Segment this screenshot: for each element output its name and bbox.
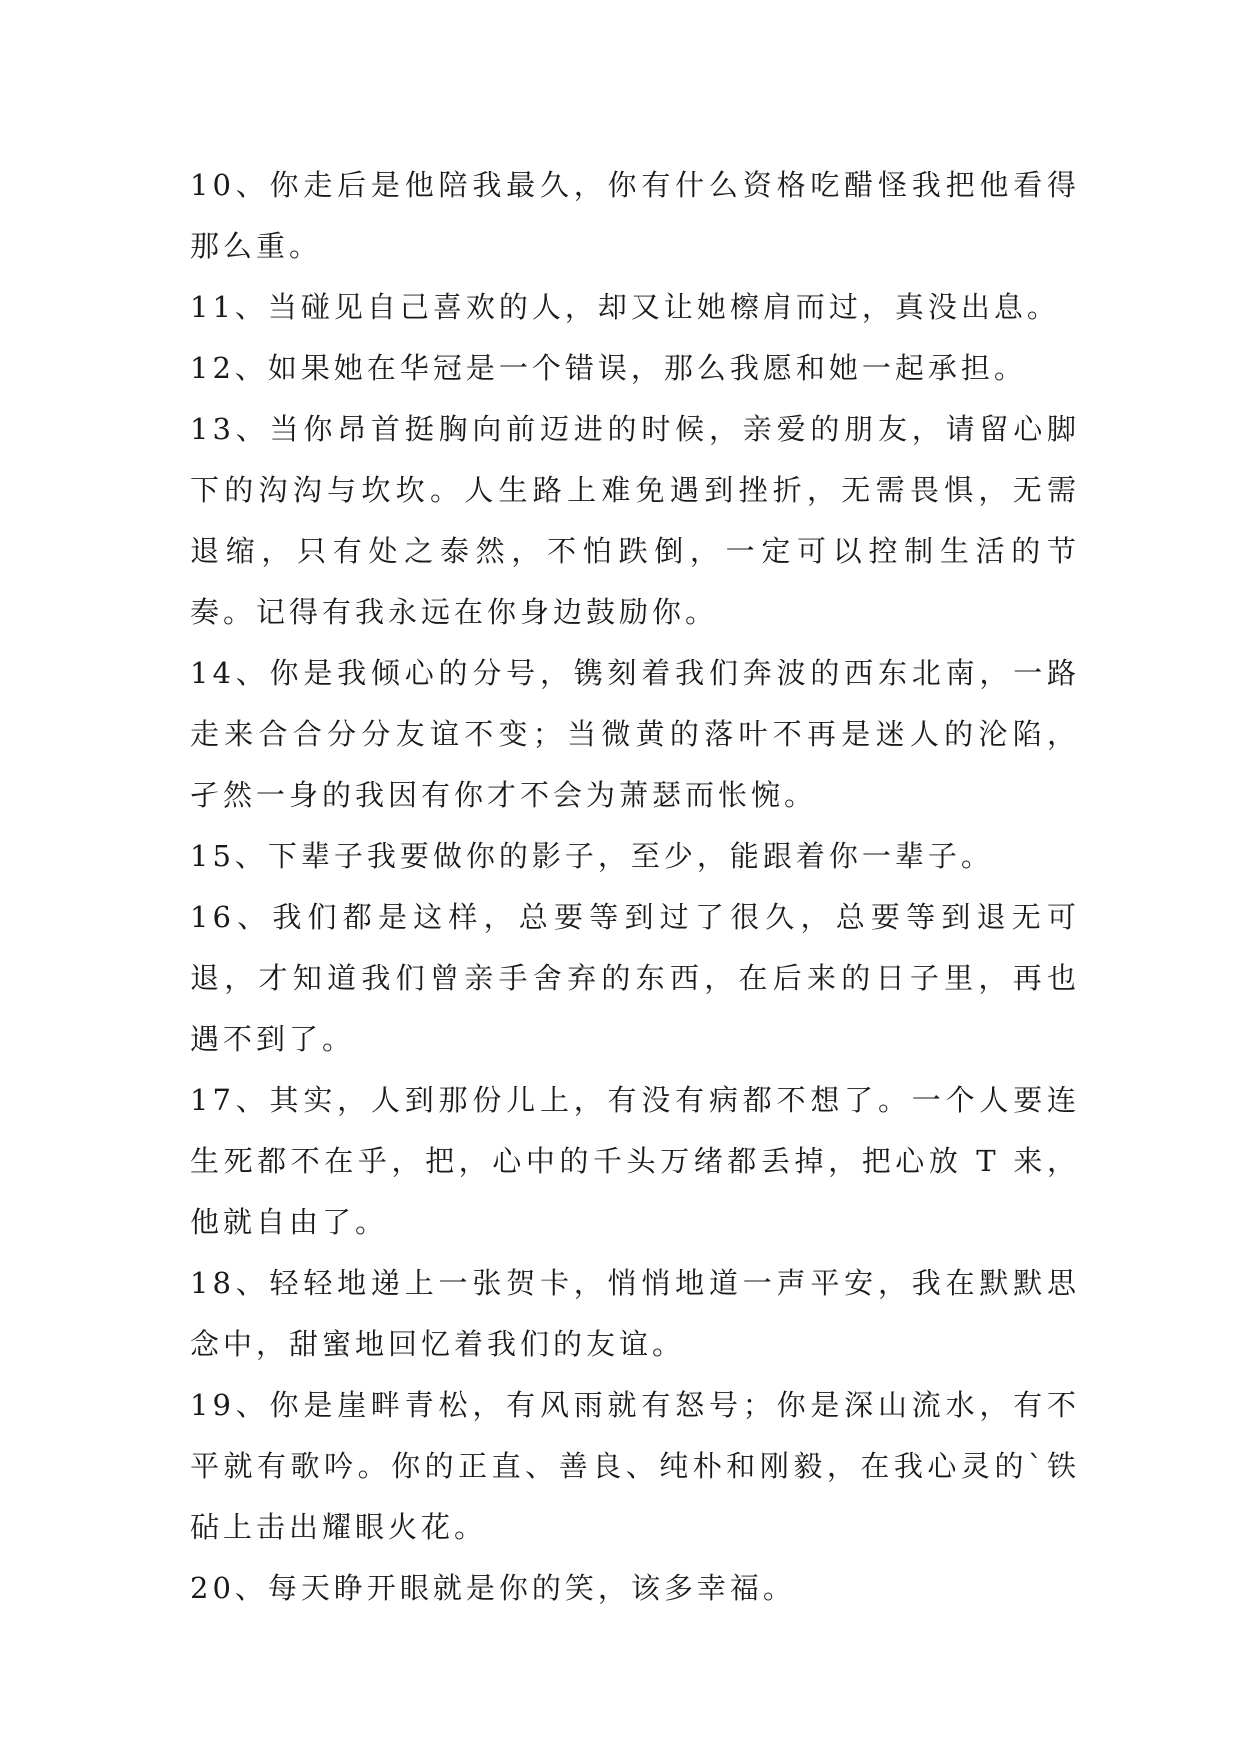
document-body bbox=[190, 155, 1080, 1619]
paragraph-15: 15、下辈子我要做你的影子，至少，能跟着你一辈子。 bbox=[190, 839, 994, 873]
paragraph-10: 10、你走后是他陪我最久，你有什么资格吃醋怪我把他看得那么重。 bbox=[190, 168, 1080, 263]
paragraph-20: 20、每天睁开眼就是你的笑，该多幸福。 bbox=[190, 1571, 796, 1605]
paragraph-14: 14、你是我倾心的分号，镌刻着我们奔波的西东北南，一路走来合合分分友谊不变；当微黄的落叶不再是迷人的沦陷，孑然一身的我因有你才不会为萧瑟而怅惋。 bbox=[190, 656, 1080, 812]
paragraph-17: 17、其实，人到那份儿上，有没有病都不想了。一个人要连生死都不在乎，把，心中的千头万绪都丢掉，把心放 T 来，他就自由了。 bbox=[190, 1083, 1080, 1239]
paragraph-11: 11、当碰见自己喜欢的人，却又让她檫肩而过，真没出息。 bbox=[190, 290, 1060, 324]
paragraph-12: 12、如果她在华冠是一个错误，那么我愿和她一起承担。 bbox=[190, 351, 1027, 385]
paragraph-16: 16、我们都是这样，总要等到过了很久，总要等到退无可退，才知道我们曾亲手舍弃的东西，在后来的日子里，再也遇不到了。 bbox=[190, 900, 1080, 1056]
paragraph-18: 18、轻轻地递上一张贺卡，悄悄地道一声平安，我在默默思念中，甜蜜地回忆着我们的友谊。 bbox=[190, 1266, 1080, 1361]
paragraph-13: 13、当你昂首挺胸向前迈进的时候，亲爱的朋友，请留心脚下的沟沟与坎坎。人生路上难免遇到挫折，无需畏惧，无需退缩，只有处之泰然，不怕跌倒，一定可以控制生活的节奏。记得有我永远在你身边鼓励你。 bbox=[190, 412, 1080, 629]
paragraph-19: 19、你是崖畔青松，有风雨就有怒号；你是深山流水，有不平就有歌吟。你的正直、善良、纯朴和刚毅，在我心灵的`铁砧上击出耀眼火花。 bbox=[190, 1388, 1080, 1544]
